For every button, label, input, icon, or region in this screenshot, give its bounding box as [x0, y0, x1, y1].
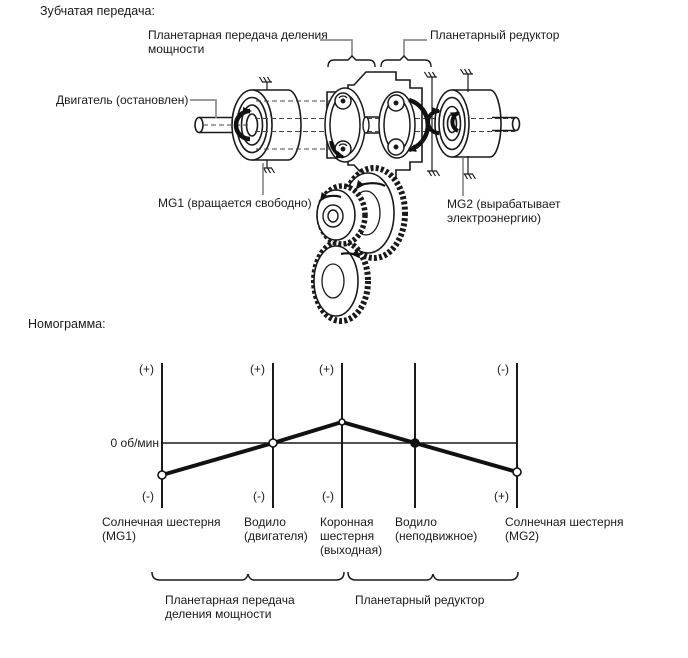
nomogram-point-open	[158, 471, 166, 479]
label-power-split-line1: Планетарная передача деления	[148, 28, 328, 42]
label-brackets	[328, 56, 431, 67]
nomogram-axis-label: (MG2)	[505, 529, 539, 543]
power-split-planetary	[325, 88, 365, 162]
label-mg1: MG1 (вращается свободно)	[158, 196, 312, 210]
nomogram-sign-bottom: (+)	[494, 489, 509, 503]
nomogram-sign-bottom: (-)	[322, 489, 334, 503]
nomogram-axis-label: (выходная)	[320, 543, 383, 557]
nomogram-group-brace	[152, 572, 344, 580]
nomogram-sign-bottom: (-)	[142, 489, 154, 503]
nomogram-axis-label: (MG1)	[102, 529, 136, 543]
gear-section-title: Зубчатая передача:	[40, 4, 155, 18]
nomogram-axis-label: Водило	[395, 515, 437, 529]
nomogram-axis-label: (двигателя)	[244, 529, 308, 543]
nomogram-sign-top: (+)	[139, 362, 154, 376]
nomogram-axis-label: (неподвижное)	[395, 529, 478, 543]
label-mg2-line2: электроэнергию)	[447, 211, 541, 225]
nomogram-point-open	[513, 468, 521, 476]
nomogram-point-filled	[411, 439, 419, 447]
bracket-reduction	[381, 56, 431, 67]
nomogram-point-open	[339, 419, 345, 425]
nomogram-axis-label: Коронная	[320, 515, 374, 529]
nomogram-axis-label: шестерня	[320, 529, 375, 543]
output-gears	[314, 168, 405, 321]
nomogram-sign-top: (-)	[497, 362, 509, 376]
label-reduction: Планетарный редуктор	[430, 28, 560, 42]
nomogram-group-brace	[348, 572, 518, 580]
nomogram-group-label: деления мощности	[165, 607, 272, 621]
nomogram-point-open	[269, 439, 277, 447]
nomogram-axis-label: Солнечная шестерня	[505, 515, 624, 529]
counter-drive-gear	[317, 186, 365, 244]
nomogram-axis-label: Водило	[244, 515, 286, 529]
final-gear	[314, 241, 368, 321]
nomogram-group-label: Планетарная передача	[165, 593, 295, 607]
nomogram-axis-label: Солнечная шестерня	[102, 515, 221, 529]
nomogram-section-title: Номограмма:	[28, 317, 106, 331]
nomogram-group-label: Планетарный редуктор	[355, 593, 485, 607]
label-power-split-line2: мощности	[148, 42, 205, 56]
nomogram-sign-top: (+)	[319, 362, 334, 376]
nomogram-sign-top: (+)	[250, 362, 265, 376]
nomogram-sign-bottom: (-)	[253, 489, 265, 503]
nomogram-chart-svg	[0, 330, 688, 658]
mg2-motor	[435, 90, 520, 157]
nomogram-speed-line	[162, 422, 517, 475]
label-engine: Двигатель (остановлен)	[56, 93, 189, 107]
nomogram-zero-label: 0 об/мин	[110, 436, 159, 450]
label-mg2-line1: MG2 (вырабатывает	[447, 197, 561, 211]
bracket-power-split	[328, 56, 375, 67]
